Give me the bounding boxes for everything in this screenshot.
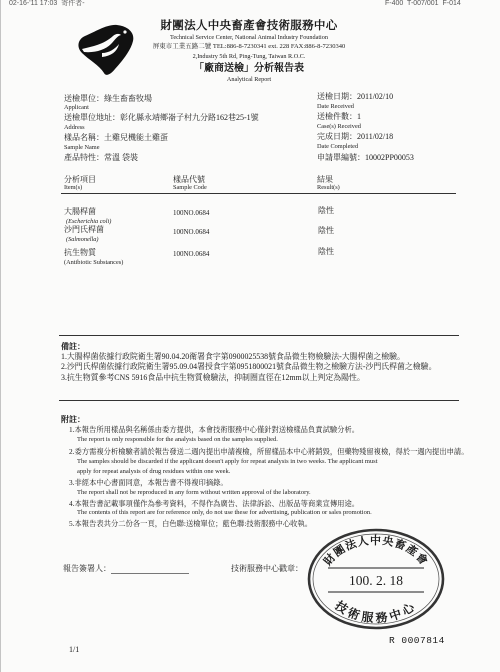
- section-divider: [59, 400, 459, 401]
- organization-name-zh: 財團法人中央畜產會技術服務中心: [160, 20, 338, 32]
- sample-name-label: 樣品名稱：: [64, 133, 104, 142]
- note-item-zh: 2.委方需複分析檢驗者請於報告發送二週內提出申請複檢，所留樣品本中心將銷毀，但藥物殘留複檢，得於一週內提出申請。: [69, 447, 469, 456]
- official-seal-stamp: [306, 528, 446, 630]
- date-received-label: 送檢日期：: [317, 92, 357, 101]
- applicant-value: 綠生畜畜牧場: [104, 94, 152, 103]
- organization-address-en: 2,Industry 5th Rd, Ping-Tung, Taiwan R.O.C.: [192, 53, 306, 60]
- analysis-item-en: (Antibiotic Substances): [64, 259, 124, 266]
- product-property-label: 產品特性：: [64, 153, 104, 162]
- section-divider: [59, 335, 459, 336]
- application-number-label: 申請單編號：: [317, 153, 365, 162]
- notes-title: 附註：: [61, 415, 85, 424]
- column-header-sample-code-en: Sample Code: [173, 184, 207, 191]
- applicant-address-field: [64, 114, 259, 122]
- analysis-item-zh: 大腸桿菌: [64, 207, 96, 216]
- report-signer-label: 報告簽署人：: [63, 564, 111, 573]
- applicant-address-label: 送檢單位地址：: [64, 113, 120, 122]
- signature-line: [111, 573, 189, 574]
- sample-code: 100NO.0684: [173, 209, 210, 217]
- remark-item: 2.沙門氏桿菌依據行政院衛生署95.09.04署授食字第0951800021號食品微生物之檢驗方法-沙門氏桿菌之檢驗。: [61, 362, 437, 371]
- organization-address-contact: 屏東市工業五路二號 TEL:886-8-7230341 ext. 228 FAX:886-8-7230340: [152, 43, 346, 50]
- result-value: 陰性: [318, 206, 334, 215]
- applicant-field: [64, 95, 152, 103]
- product-property-field: [64, 154, 138, 162]
- fax-header-left: 02-16-'11 17:03 寄件者-: [9, 0, 85, 7]
- cases-received-value: 1: [357, 112, 361, 121]
- column-header-result-zh: 結果: [317, 175, 333, 184]
- date-completed-label-en: Date Completed: [317, 143, 359, 150]
- page-number: 1/1: [69, 645, 80, 654]
- sample-code: 100NO.0684: [173, 250, 210, 258]
- remark-item: 3.抗生物質參考CNS 5916食品中抗生物質檢驗法，抑制圈直徑在12mm以上判定為陽性。: [61, 373, 365, 382]
- stamp-label: 技術服務中心戳章：: [231, 564, 303, 573]
- note-item-en: The report is only responsible for the analysis based on the samples supplied.: [77, 436, 278, 443]
- product-property-value: 常溫 袋裝: [104, 153, 138, 162]
- analysis-item-en: (Escherichia coli): [66, 218, 112, 225]
- note-item-en: The report shall not be reproduced in any form without written approval of the laboratory.: [77, 489, 311, 496]
- result-value: 陰性: [318, 247, 334, 256]
- date-completed-field: [317, 133, 393, 141]
- stamp-date: 100. 2. 18: [349, 573, 403, 588]
- note-item-en: The samples should be discarded if the applicant doesn't apply for repeat analysis in two weeks. The applicant must: [77, 458, 378, 465]
- column-header-result-en: Result(s): [317, 184, 340, 191]
- table-header-rule: [61, 193, 456, 194]
- date-completed-value: 2011/02/18: [357, 132, 394, 141]
- column-header-item-en: Item(s): [64, 184, 83, 191]
- report-title-zh: 「廠商送檢」分析報告表: [194, 63, 304, 74]
- note-item-en: apply for repeat analysis of drug residues within one week.: [77, 468, 231, 475]
- report-serial-number: R 0007814: [389, 635, 445, 646]
- date-received-field: [317, 93, 393, 101]
- note-item-zh: 1.本報告所用樣品與名稱係由委方提供，本會技術服務中心僅針對送檢樣品負責試驗分析。: [69, 425, 360, 434]
- applicant-label: 送檢單位：: [64, 94, 104, 103]
- analysis-item-zh: 沙門氏桿菌: [64, 225, 104, 234]
- fax-header-right: F-400 T-007/001 F-014: [385, 0, 461, 7]
- column-header-sample-code-zh: 樣品代號: [173, 175, 205, 184]
- remark-item: 1.大腸桿菌依據行政院衛生署90.04.20衛署食字第0900025538號食品微生物檢驗法-大腸桿菌之檢驗。: [61, 352, 405, 361]
- cases-received-label-en: Case(s) Received: [317, 123, 361, 130]
- application-number-value: 10002PP00053: [365, 153, 414, 162]
- result-value: 陰性: [318, 226, 334, 235]
- remarks-title: 備註：: [61, 342, 85, 351]
- date-received-label-en: Date Received: [317, 103, 354, 110]
- cases-received-label: 送檢件數：: [317, 112, 357, 121]
- cases-received-field: [317, 113, 361, 121]
- report-title-en: Analytical Report: [226, 76, 272, 83]
- applicant-address-value: 彰化縣永靖鄉崙子村九分路162巷25-1號: [120, 113, 259, 122]
- note-item-zh: 4.本報告書記載事項僅作為參考資料，不得作為廣告、法律訴訟、出版品等商業宣傳用途。: [69, 499, 360, 508]
- stamp-top-text: 財團法人中央畜產會: [321, 535, 431, 569]
- sample-name-value: 土雞兒機能土雞蛋: [104, 133, 168, 142]
- note-item-zh: 3.非經本中心書面同意，本報告書不得複印摘錄。: [69, 478, 228, 487]
- date-received-value: 2011/02/10: [357, 92, 394, 101]
- applicant-label-en: Applicant: [64, 104, 89, 111]
- note-item-en: The contents of this report are for reference only, do not use these for advertising, publication or sales promotion.: [77, 509, 372, 516]
- analysis-item-zh: 抗生物質: [64, 248, 96, 257]
- application-number-field: [317, 154, 414, 162]
- column-header-item-zh: 分析項目: [64, 175, 96, 184]
- date-completed-label: 完成日期：: [317, 132, 357, 141]
- sample-code: 100NO.0684: [173, 228, 210, 236]
- organization-name-en: Technical Service Center, National Animal Industry Foundation: [170, 34, 328, 41]
- analysis-item-en: (Salmonella): [66, 236, 99, 243]
- sample-name-field: [64, 134, 168, 142]
- note-item-zh: 5.本報告表共分二份各一頁，白色聯:送檢單位；藍色聯:技術服務中心收執。: [69, 519, 313, 528]
- applicant-address-label-en: Address: [64, 124, 85, 131]
- stamp-bottom-text: 技術服務中心: [332, 598, 420, 626]
- sample-name-label-en: Sample Name: [64, 144, 100, 151]
